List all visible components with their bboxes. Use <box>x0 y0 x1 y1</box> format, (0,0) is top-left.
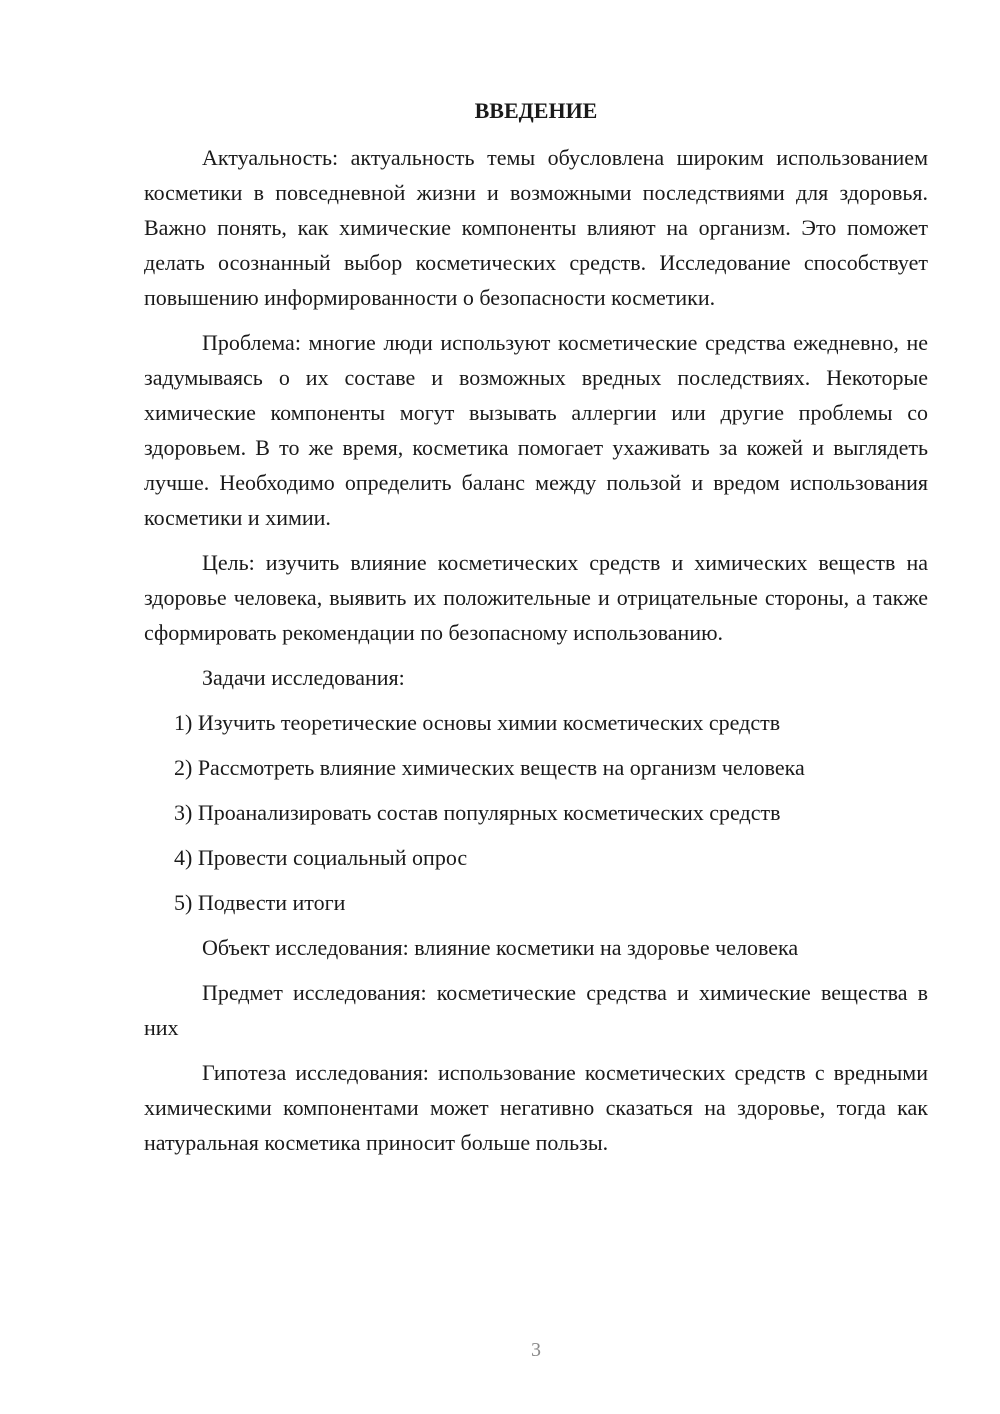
task-item: 5) Подвести итоги <box>174 890 346 915</box>
page-title: ВВЕДЕНИЕ <box>474 98 598 123</box>
object-paragraph: Объект исследования: влияние косметики на здоровье человека <box>202 935 799 960</box>
task-item: 2) Рассмотреть влияние химических веществ на организм человека <box>174 755 805 780</box>
relevance-paragraph: Актуальность: актуальность темы обусловлена широким использованием косметики в повседневной жизни и возможными последствиями для здоровья. Важно понять, как химические компоненты влияют на организм. Это поможет делать осознанный выбор косметических средств. Исследование способствует повышению информированности о безопасности косметики. <box>144 145 928 310</box>
problem-paragraph: Проблема: многие люди используют косметические средства ежедневно, не задумываясь о их составе и возможных вредных последствиях. Некоторые химические компоненты могут вызывать аллергии или другие проблемы со здоровьем. В то же время, косметика помогает ухаживать за кожей и выглядеть лучше. Необходимо определить баланс между пользой и вредом использования косметики и химии. <box>144 330 928 530</box>
task-item: 1) Изучить теоретические основы химии косметических средств <box>174 710 781 735</box>
task-item: 3) Проанализировать состав популярных косметических средств <box>174 800 781 825</box>
hypothesis-paragraph: Гипотеза исследования: использование косметических средств с вредными химическими компонентами может негативно сказаться на здоровье, тогда как натуральная косметика приносит больше пользы. <box>144 1060 928 1155</box>
tasks-heading: Задачи исследования: <box>202 665 405 690</box>
subject-paragraph: Предмет исследования: косметические средства и химические вещества в них <box>144 980 928 1040</box>
tasks-list <box>144 705 928 920</box>
task-item: 4) Провести социальный опрос <box>174 845 468 870</box>
goal-paragraph: Цель: изучить влияние косметических средств и химических веществ на здоровье человека, выявить их положительные и отрицательные стороны, а также сформировать рекомендации по безопасному использованию. <box>144 550 928 645</box>
page-number: 3 <box>531 1339 541 1361</box>
